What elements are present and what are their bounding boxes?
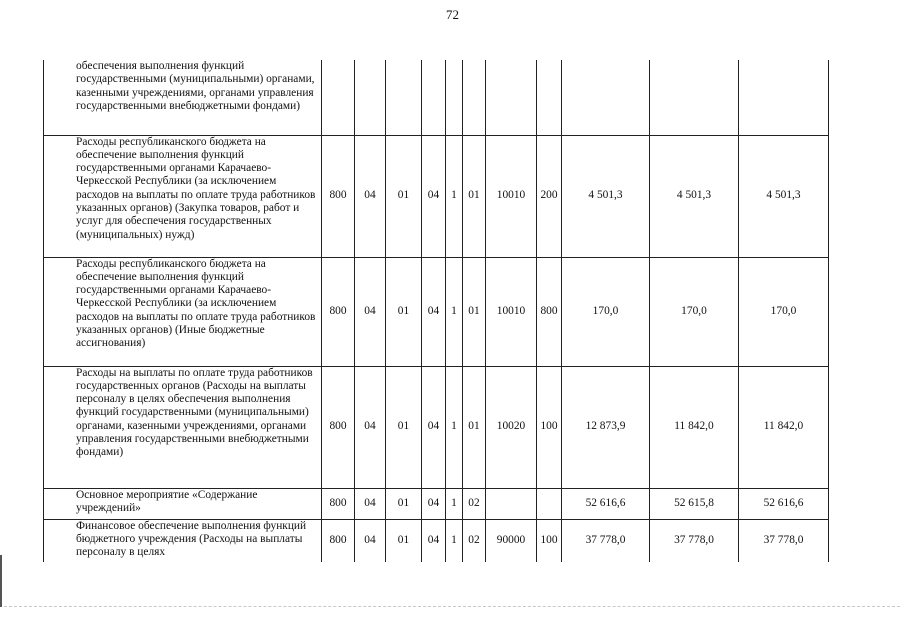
event-code: 01 (463, 257, 486, 366)
admin-code: 800 (322, 519, 355, 562)
section-code: 04 (355, 519, 386, 562)
program-code: 04 (422, 366, 446, 488)
row-description: Финансовое обеспечение выполнения функций бюджетного учреждения (Расходы на выплаты персоналу в целях (76, 519, 307, 559)
amount-year-2: 52 615,8 (650, 488, 739, 519)
section-code: 04 (355, 257, 386, 366)
amount-year-1: 37 778,0 (562, 519, 650, 562)
row-description-cell (44, 60, 322, 135)
event-code: 02 (463, 488, 486, 519)
row-description: обеспечения выполнения функций государственными (муниципальными) органами, казенными учреждениями, органами управления государственными внебюджетными фондами) (76, 60, 315, 112)
subsection-code: 01 (386, 519, 422, 562)
program-code: 04 (422, 488, 446, 519)
expense-type-code (537, 60, 562, 135)
admin-code: 800 (322, 135, 355, 257)
row-description-cell (44, 257, 322, 366)
scan-edge (4, 606, 900, 607)
event-code: 01 (463, 366, 486, 488)
amount-year-2: 4 501,3 (650, 135, 739, 257)
program-code: 04 (422, 519, 446, 562)
expense-type-code (537, 488, 562, 519)
table-row (44, 366, 829, 488)
subsection-code: 01 (386, 366, 422, 488)
section-code: 04 (355, 488, 386, 519)
subsection-code: 01 (386, 257, 422, 366)
amount-year-2: 170,0 (650, 257, 739, 366)
expense-type-code: 100 (537, 366, 562, 488)
direction-code: 10020 (486, 366, 537, 488)
expense-type-code: 100 (537, 519, 562, 562)
subsection-code (386, 60, 422, 135)
subprogram-code: 1 (446, 488, 463, 519)
row-description: Расходы республиканского бюджета на обеспечение выполнения функций государственными органами Карачаево-Черкесской Республики (за исключением расходов на выплаты по оплате труда работников указанных органов) (Иные бюджетные ассигнования) (76, 257, 316, 350)
amount-year-2 (650, 60, 739, 135)
event-code (463, 60, 486, 135)
page-number: 72 (446, 7, 459, 22)
event-code: 02 (463, 519, 486, 562)
row-description: Расходы республиканского бюджета на обеспечение выполнения функций государственными органами Карачаево-Черкесской Республики (за исключением расходов на выплаты по оплате труда работников указанных органов) (Закупка товаров, работ и услуг для обеспечения государственных (муниципальных) нужд) (76, 135, 316, 241)
table-row (44, 135, 829, 257)
section-code: 04 (355, 366, 386, 488)
program-code (422, 60, 446, 135)
table-row (44, 60, 829, 135)
program-code: 04 (422, 135, 446, 257)
table-row (44, 257, 829, 366)
amount-year-2: 37 778,0 (650, 519, 739, 562)
subprogram-code (446, 60, 463, 135)
amount-year-3 (739, 60, 829, 135)
admin-code: 800 (322, 366, 355, 488)
amount-year-3: 37 778,0 (739, 519, 829, 562)
amount-year-1: 170,0 (562, 257, 650, 366)
subsection-code: 01 (386, 488, 422, 519)
row-description-cell (44, 366, 322, 488)
subprogram-code: 1 (446, 135, 463, 257)
amount-year-1: 4 501,3 (562, 135, 650, 257)
amount-year-3: 170,0 (739, 257, 829, 366)
direction-code (486, 60, 537, 135)
amount-year-3: 11 842,0 (739, 366, 829, 488)
subprogram-code: 1 (446, 257, 463, 366)
subprogram-code: 1 (446, 366, 463, 488)
table-row (44, 488, 829, 519)
section-code (355, 60, 386, 135)
margin-rule (0, 555, 2, 607)
subsection-code: 01 (386, 135, 422, 257)
row-description-cell (44, 135, 322, 257)
admin-code (322, 60, 355, 135)
direction-code: 10010 (486, 257, 537, 366)
amount-year-2: 11 842,0 (650, 366, 739, 488)
row-description-cell (44, 488, 322, 519)
amount-year-3: 52 616,6 (739, 488, 829, 519)
budget-table (43, 60, 829, 562)
expense-type-code: 800 (537, 257, 562, 366)
admin-code: 800 (322, 488, 355, 519)
expense-type-code: 200 (537, 135, 562, 257)
direction-code: 10010 (486, 135, 537, 257)
row-description-cell (44, 519, 322, 562)
direction-code: 90000 (486, 519, 537, 562)
section-code: 04 (355, 135, 386, 257)
subprogram-code: 1 (446, 519, 463, 562)
admin-code: 800 (322, 257, 355, 366)
amount-year-1: 12 873,9 (562, 366, 650, 488)
amount-year-1 (562, 60, 650, 135)
table-body (44, 60, 829, 562)
direction-code (486, 488, 537, 519)
row-description: Расходы на выплаты по оплате труда работников государственных органов (Расходы на выплаты персоналу в целях обеспечения выполнения функций государственными (муниципальными) органами, казенными учреждениями, органами управления государственными внебюджетными фондами) (76, 366, 313, 459)
program-code: 04 (422, 257, 446, 366)
event-code: 01 (463, 135, 486, 257)
amount-year-3: 4 501,3 (739, 135, 829, 257)
row-description: Основное мероприятие «Содержание учреждений» (76, 488, 258, 514)
table-row (44, 519, 829, 562)
amount-year-1: 52 616,6 (562, 488, 650, 519)
